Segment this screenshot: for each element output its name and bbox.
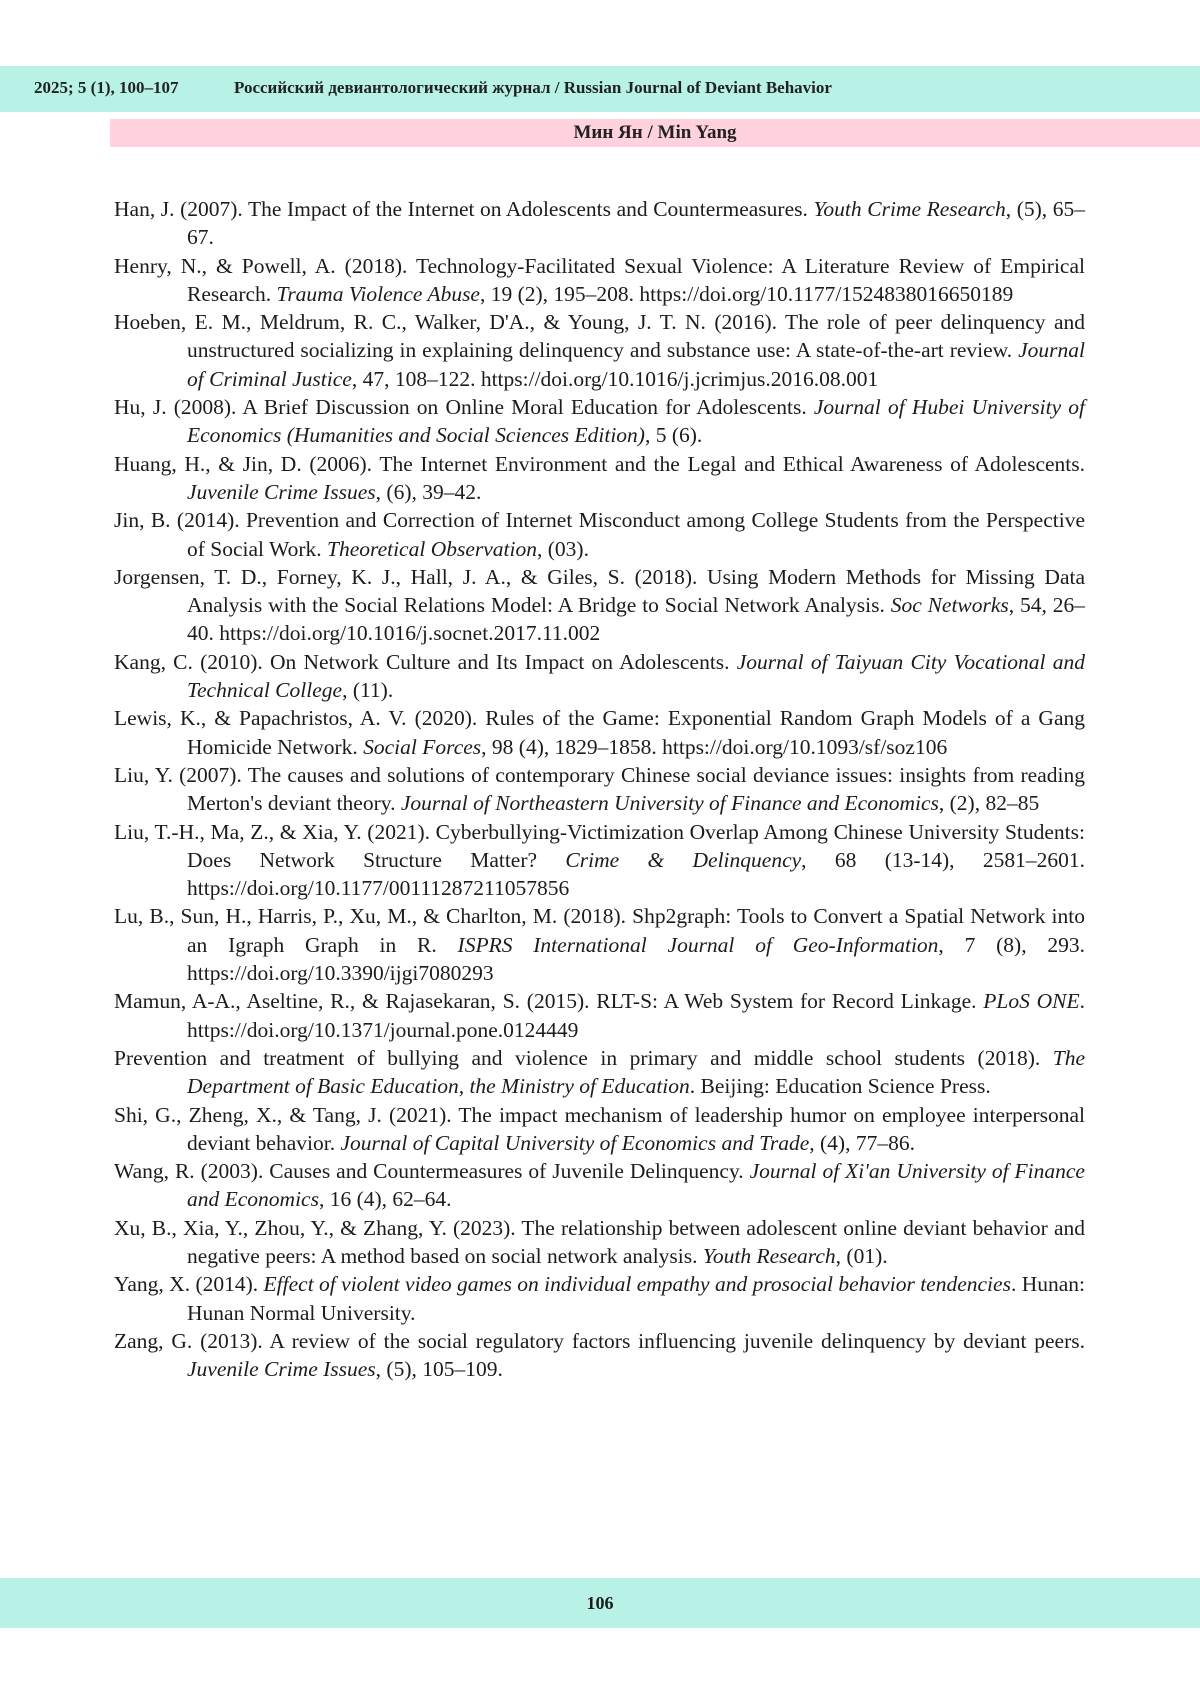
reference-entry xyxy=(114,1214,1085,1271)
reference-source: Juvenile Crime Issues xyxy=(187,479,376,504)
reference-source: ISPRS International Journal of Geo-Information xyxy=(457,932,939,957)
issue-meta: 2025; 5 (1), 100–107 xyxy=(34,78,179,97)
reference-details: , 19 (2), 195–208. https://doi.org/10.1177/1524838016650189 xyxy=(479,281,1014,306)
reference-entry xyxy=(114,308,1085,393)
reference-entry xyxy=(114,506,1085,563)
reference-details: . Beijing: Education Science Press. xyxy=(689,1074,991,1099)
reference-details: , (2), 82–85 xyxy=(938,791,1040,816)
reference-entry xyxy=(114,1157,1085,1214)
reference-details: , (01). xyxy=(835,1243,888,1268)
reference-text: Jorgensen, T. D., Forney, K. J., Hall, J. A., & Giles, S. (2018). Using Modern Methods for Missing Data Analysis with the Social Relations Model: A Bridge to Social Network Analysis. xyxy=(114,564,1085,618)
reference-source: PLoS ONE xyxy=(983,989,1080,1014)
reference-source: Journal of Criminal Justice xyxy=(187,338,1085,391)
journal-title: Российский девиантологический журнал / Russian Journal of Deviant Behavior xyxy=(234,78,832,97)
reference-text: Huang, H., & Jin, D. (2006). The Internet Environment and the Legal and Ethical Awareness of Adolescents. xyxy=(114,451,1085,476)
reference-details: , (5), 105–109. xyxy=(375,1357,503,1382)
reference-details: , 16 (4), 62–64. xyxy=(318,1187,452,1212)
reference-entry xyxy=(114,393,1085,450)
reference-source: Soc Networks xyxy=(890,593,1009,618)
reference-entry xyxy=(114,761,1085,818)
reference-details: , 7 (8), 293. https://doi.org/10.3390/ijgi7080293 xyxy=(187,932,1085,986)
reference-entry xyxy=(114,195,1085,252)
reference-source: Journal of Hubei University of Economics (Humanities and Social Sciences Edition) xyxy=(187,395,1085,448)
reference-text: Mamun, A-A., Aseltine, R., & Rajasekaran, S. (2015). RLT-S: A Web System for Record Linkage. xyxy=(114,989,984,1014)
reference-source: Trauma Violence Abuse xyxy=(276,281,480,306)
reference-source: Journal of Northeastern University of Finance and Economics xyxy=(400,791,939,816)
reference-details: , (4), 77–86. xyxy=(809,1130,915,1155)
reference-details: , 54, 26–40. https://doi.org/10.1016/j.socnet.2017.11.002 xyxy=(187,593,1085,646)
reference-text: Lewis, K., & Papachristos, A. V. (2020). Rules of the Game: Exponential Random Graph Models of a Gang Homicide Network. xyxy=(114,706,1085,759)
reference-text: Hoeben, E. M., Meldrum, R. C., Walker, D'A., & Young, J. T. N. (2016). The role of peer delinquency and unstructured socializing in explaining delinquency and substance use: A state-of-the-art review. xyxy=(114,310,1085,363)
reference-source: Effect of violent video games on individual empathy and prosocial behavior tendencies xyxy=(263,1272,1011,1297)
reference-source: Social Forces xyxy=(363,734,482,759)
reference-details: , 47, 108–122. https://doi.org/10.1016/j.jcrimjus.2016.08.001 xyxy=(351,366,879,391)
reference-details: , 5 (6). xyxy=(644,423,703,448)
reference-list xyxy=(114,195,1085,1383)
reference-details: , 98 (4), 1829–1858. https://doi.org/10.1093/sf/soz106 xyxy=(481,734,948,759)
page-number: 106 xyxy=(586,1593,614,1613)
reference-entry xyxy=(114,252,1085,309)
reference-details: , (5), 65–67. xyxy=(187,197,1086,250)
reference-text: Han, J. (2007). The Impact of the Internet on Adolescents and Countermeasures. xyxy=(114,197,814,221)
reference-text: Liu, T.-H., Ma, Z., & Xia, Y. (2021). Cyberbullying-Victimization Overlap Among Chinese University Students: Does Network Structure Matter? xyxy=(114,819,1085,872)
reference-entry xyxy=(114,450,1085,507)
reference-details: , 68 (13-14), 2581–2601. https://doi.org/10.1177/00111287211057856 xyxy=(187,847,1086,901)
reference-source: Journal of Xi'an University of Finance and Economics xyxy=(187,1159,1085,1212)
footer-band xyxy=(0,1578,1200,1628)
author-running-head: Мин Ян / Min Yang xyxy=(110,119,1200,147)
reference-entry xyxy=(114,563,1085,648)
header-band xyxy=(0,66,1200,112)
reference-details: . https://doi.org/10.1371/journal.pone.0124449 xyxy=(187,989,1085,1042)
reference-entry xyxy=(114,1327,1085,1384)
reference-entry xyxy=(114,902,1085,987)
reference-entry xyxy=(114,648,1085,705)
reference-source: Juvenile Crime Issues xyxy=(187,1357,376,1382)
reference-details: , (11). xyxy=(342,678,394,703)
reference-source: The Department of Basic Education, the Ministry of Education xyxy=(187,1045,1085,1099)
reference-text: Zang, G. (2013). A review of the social regulatory factors influencing juvenile delinquency by deviant peers. xyxy=(114,1328,1085,1353)
reference-text: Hu, J. (2008). A Brief Discussion on Online Moral Education for Adolescents. xyxy=(114,395,814,420)
reference-source: Journal of Capital University of Economics and Trade xyxy=(340,1130,810,1155)
reference-text: Wang, R. (2003). Causes and Countermeasures of Juvenile Delinquency. xyxy=(114,1159,750,1184)
reference-entry xyxy=(114,987,1085,1044)
reference-entry xyxy=(114,1101,1085,1158)
reference-entry xyxy=(114,1270,1085,1327)
reference-source: Journal of Taiyuan City Vocational and Technical College xyxy=(187,649,1086,703)
reference-source: Theoretical Observation xyxy=(327,536,537,561)
reference-source: Crime & Delinquency xyxy=(565,847,802,872)
reference-entry xyxy=(114,818,1085,903)
reference-source: Youth Crime Research xyxy=(813,197,1006,221)
reference-text: Henry, N., & Powell, A. (2018). Technology-Facilitated Sexual Violence: A Literature Review of Empirical Research. xyxy=(114,253,1085,306)
reference-text: Kang, C. (2010). On Network Culture and Its Impact on Adolescents. xyxy=(114,649,737,674)
reference-details: , (03). xyxy=(537,536,589,561)
reference-text: Shi, G., Zheng, X., & Tang, J. (2021). The impact mechanism of leadership humor on employee interpersonal deviant behavior. xyxy=(114,1102,1085,1155)
reference-text: Xu, B., Xia, Y., Zhou, Y., & Zhang, Y. (2023). The relationship between adolescent online deviant behavior and negative peers: A method based on social network analysis. xyxy=(114,1215,1085,1268)
reference-details: . Hunan: Hunan Normal University. xyxy=(187,1272,1085,1325)
reference-source: Youth Research xyxy=(702,1243,836,1268)
reference-text: Lu, B., Sun, H., Harris, P., Xu, M., & Charlton, M. (2018). Shp2graph: Tools to Convert a Spatial Network into an Igraph Graph in R. xyxy=(114,904,1085,957)
reference-entry xyxy=(114,704,1085,761)
reference-text: Liu, Y. (2007). The causes and solutions of contemporary Chinese social deviance issues: insights from reading Merton's deviant theory. xyxy=(114,762,1085,816)
reference-text: Jin, B. (2014). Prevention and Correction of Internet Misconduct among College Students from the Perspective of Social Work. xyxy=(114,508,1085,561)
reference-entry xyxy=(114,1044,1085,1101)
reference-text: Prevention and treatment of bullying and violence in primary and middle school students (2018). xyxy=(114,1045,1053,1070)
reference-text: Yang, X. (2014). xyxy=(114,1272,264,1297)
reference-details: , (6), 39–42. xyxy=(375,479,482,504)
